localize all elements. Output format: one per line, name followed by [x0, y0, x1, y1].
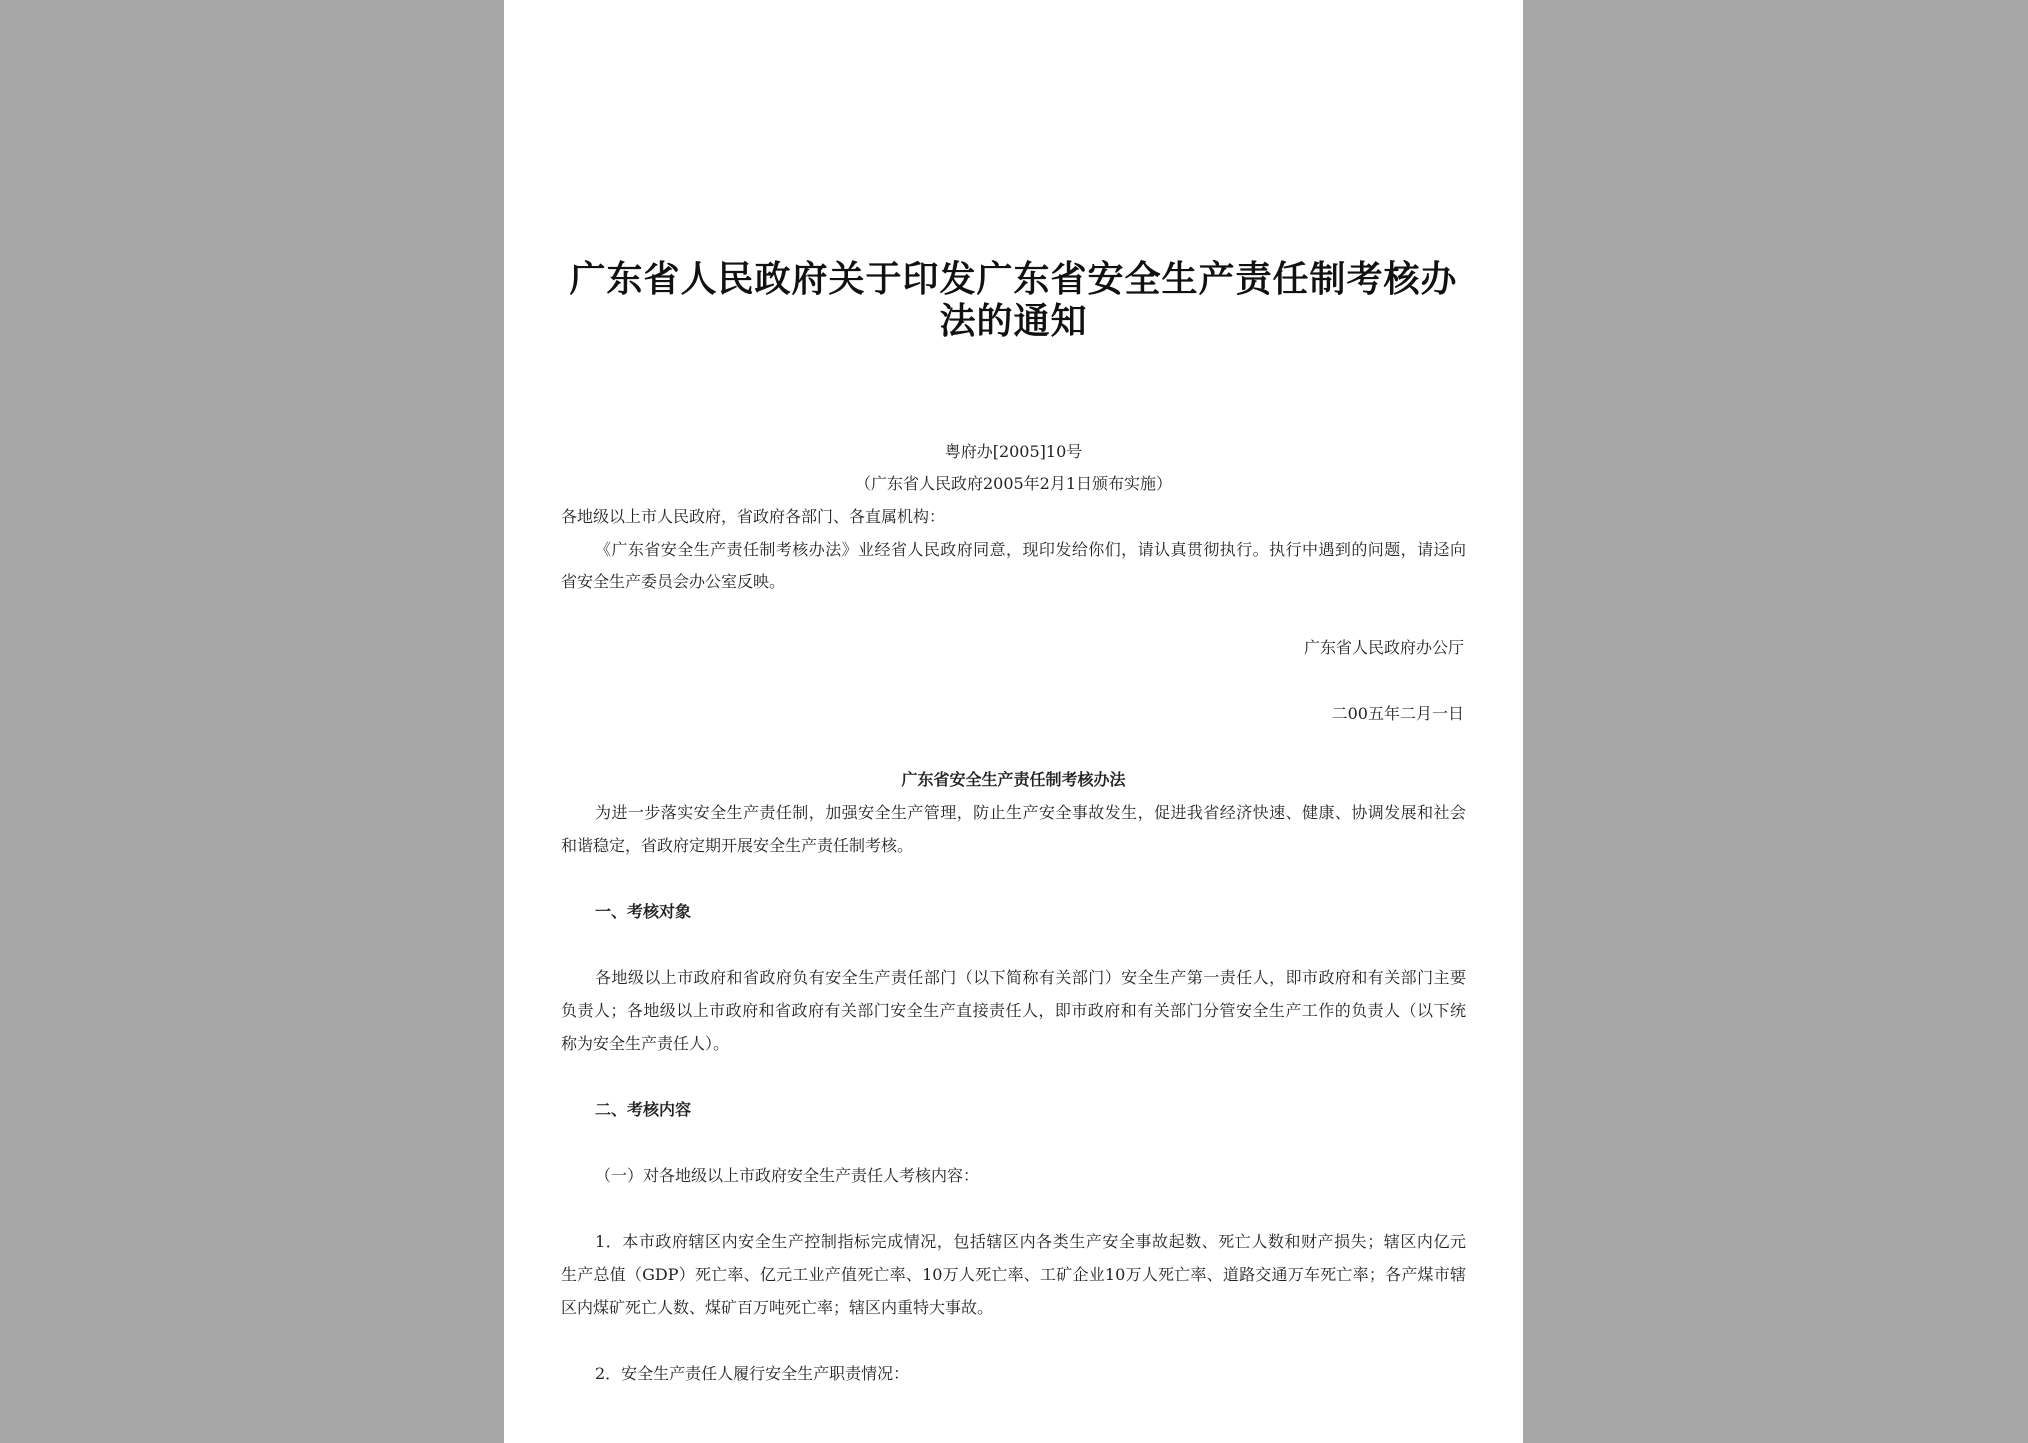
section-1-line-1: 各地级以上市政府和省政府负有安全生产责任部门（以下简称有关部门）安全生产第一责任人，即市政府和有关部门主要	[595, 968, 1466, 987]
section-1-line-3: 称为安全生产责任人）。	[561, 1034, 730, 1053]
item-1-line-2: 生产总值（GDP）死亡率、亿元工业产值死亡率、10万人死亡率、工矿企业10万人死亡率、道路交通万车死亡率；各产煤市辖	[561, 1265, 1466, 1284]
body-line-1: 《广东省安全生产责任制考核办法》业经省人民政府同意，现印发给你们，请认真贯彻执行。执行中遇到的问题，请迳向	[595, 540, 1466, 559]
item-1-line-1: 1．本市政府辖区内安全生产控制指标完成情况，包括辖区内各类生产安全事故起数、死亡人数和财产损失；辖区内亿元	[595, 1232, 1466, 1251]
issue-date: 二00五年二月一日	[1331, 704, 1464, 723]
section-2-heading: 二、考核内容	[595, 1100, 692, 1119]
document-number: 粤府办[2005]10号	[944, 442, 1083, 461]
intro-line-2: 和谐稳定，省政府定期开展安全生产责任制考核。	[561, 836, 914, 855]
section-1-heading: 一、考核对象	[595, 902, 692, 921]
document-title-line-2: 法的通知	[939, 300, 1088, 342]
measures-title: 广东省安全生产责任制考核办法	[901, 770, 1126, 789]
item-1-line-3: 区内煤矿死亡人数、煤矿百万吨死亡率；辖区内重特大事故。	[561, 1298, 994, 1317]
section-1-line-2: 负责人；各地级以上市政府和省政府有关部门安全生产直接责任人，即市政府和有关部门分管安全生产工作的负责人（以下统	[561, 1001, 1466, 1020]
document-page	[504, 0, 1523, 1443]
salutation: 各地级以上市人民政府，省政府各部门、各直属机构：	[561, 507, 946, 526]
intro-line-1: 为进一步落实安全生产责任制，加强安全生产管理，防止生产安全事故发生，促进我省经济快速、健康、协调发展和社会	[595, 803, 1466, 822]
document-title	[564, 258, 1463, 342]
issue-note: （广东省人民政府2005年2月1日颁布实施）	[854, 474, 1173, 493]
subsection-1-heading: （一）对各地级以上市政府安全生产责任人考核内容：	[595, 1166, 980, 1185]
body-line-2: 省安全生产委员会办公室反映。	[561, 572, 786, 591]
document-title-line-1: 广东省人民政府关于印发广东省安全生产责任制考核办	[569, 258, 1458, 300]
issuer-signature: 广东省人民政府办公厅	[1303, 638, 1464, 657]
item-2-line-1: 2．安全生产责任人履行安全生产职责情况：	[595, 1364, 910, 1383]
